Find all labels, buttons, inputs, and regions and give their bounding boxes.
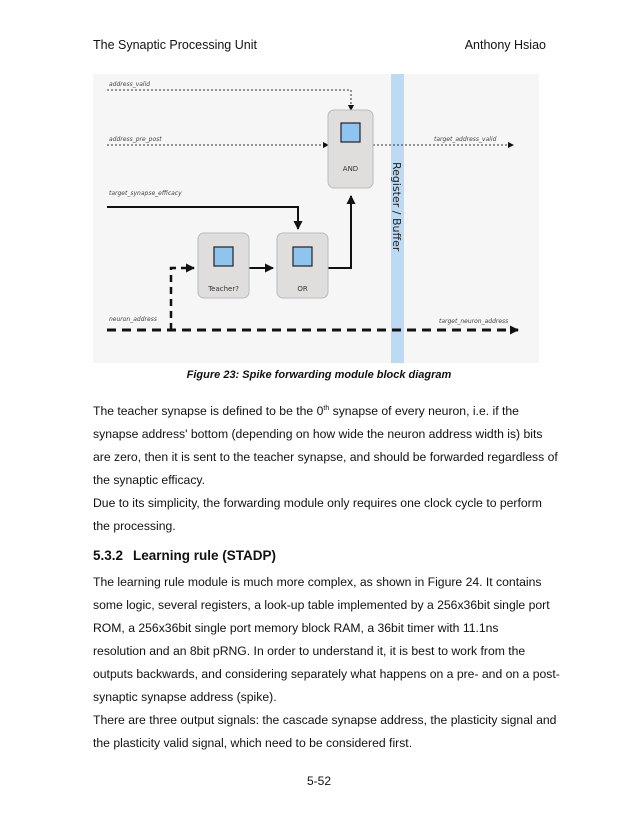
- para1-line1-end: synapse of every neuron, i.e. if the: [329, 404, 519, 419]
- para2-line2: some logic, several registers, a look-up table implemented by a 256x36bit single port: [93, 598, 550, 612]
- and-gate-label: AND: [342, 165, 359, 173]
- paragraph-teacher-synapse: [93, 397, 558, 538]
- section-number: 5.3.2: [93, 548, 124, 563]
- label-address-pre-post: address_pre_post: [109, 136, 162, 143]
- para1-line4: the synaptic efficacy.: [93, 473, 206, 488]
- label-target-neuron-address: target_neuron_address: [439, 318, 509, 325]
- or-gate-label: OR: [297, 285, 308, 293]
- para1-line2: synapse address' bottom (depending on how wide the neuron address width is) bits: [93, 427, 543, 442]
- para2-line6: synaptic synapse address (spike).: [93, 690, 277, 704]
- para2-line8: the plasticity valid signal, which need to be considered first.: [93, 736, 413, 750]
- ordinal-superscript: th: [323, 405, 330, 412]
- para2-line4: resolution and an 8bit pRNG. In order to understand it, it is best to work from the: [93, 644, 526, 658]
- or-gate-icon: [293, 247, 312, 266]
- section-title: Learning rule (STADP): [133, 548, 277, 563]
- para1-line1-start: The teacher synapse is defined to be the 0: [93, 404, 324, 419]
- para2-line7: There are three output signals: the cascade synapse address, the plasticity signal and: [93, 713, 557, 727]
- para1-line3: are zero, then it is sent to the teacher synapse, and should be forwarded regardless of: [93, 450, 558, 465]
- section-heading: [93, 548, 276, 563]
- para2-line5: outputs backwards, and considering separately what happens on a pre- and on a post-: [93, 667, 560, 681]
- running-header-title: The Synaptic Processing Unit: [93, 38, 257, 52]
- label-address-valid: address_valid: [109, 81, 151, 88]
- and-gate-block: [328, 110, 373, 188]
- figure-caption: Figure 23: Spike forwarding module block diagram: [186, 369, 452, 381]
- para1-line5: Due to its simplicity, the forwarding module only requires one clock cycle to perform: [93, 496, 542, 511]
- block-diagram: [93, 74, 539, 363]
- register-buffer-label: Register / Buffer: [390, 162, 403, 252]
- para2-line3: ROM, a 256x36bit single port memory block RAM, a 36bit timer with 11.1ns: [93, 621, 499, 635]
- teacher-block-label: Teacher?: [208, 285, 239, 293]
- label-target-address-valid: target_address_valid: [434, 136, 497, 143]
- para2-line1: The learning rule module is much more complex, as shown in Figure 24. It contains: [93, 575, 542, 589]
- label-target-synapse-efficacy: target_synapse_efficacy: [109, 190, 182, 197]
- and-gate-icon: [341, 123, 360, 142]
- running-header-author: Anthony Hsiao: [464, 38, 546, 52]
- para1-line6: the processing.: [93, 519, 176, 534]
- label-neuron-address: neuron_address: [109, 316, 157, 323]
- page-number: 5-52: [306, 774, 332, 788]
- paragraph-learning-rule: [93, 571, 560, 755]
- teacher-block-icon: [214, 247, 233, 266]
